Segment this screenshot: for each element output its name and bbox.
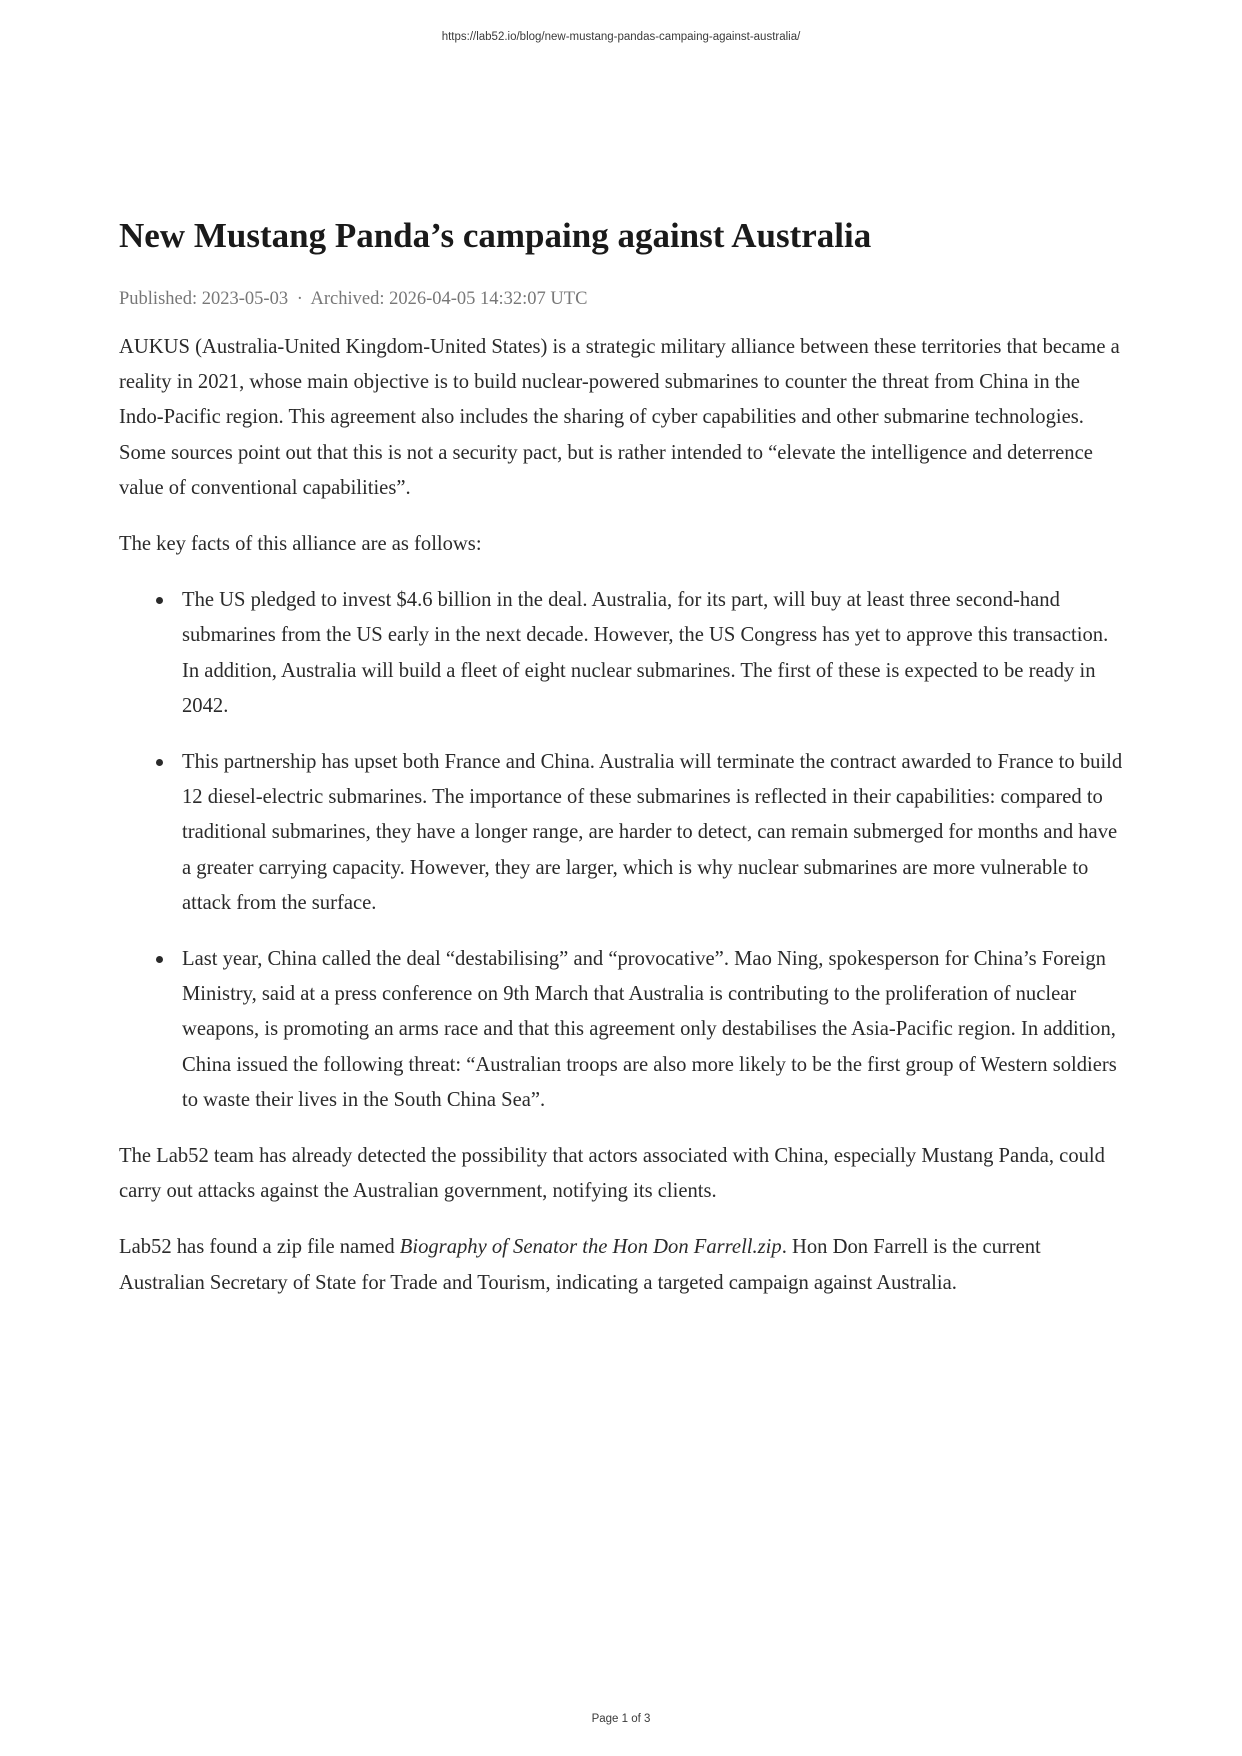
list-item: This partnership has upset both France and China. Australia will terminate the contract awarded to France to build 12 diesel-electric submarines. The importance of these submarines is reflected in their capabilities: compared to traditional submarines, they have a longer range, are harder to detect, can remain submerged for months and have a greater carrying capacity. However, they are larger, which is why nuclear submarines are more vulnerable to attack from the surface. <box>182 745 1129 921</box>
article-title: New Mustang Panda’s campaing against Australia <box>119 216 872 255</box>
archived-date: Archived: 2026-04-05 14:32:07 UTC <box>310 289 588 309</box>
page-url: https://lab52.io/blog/new-mustang-pandas-campaing-against-australia/ <box>441 31 801 43</box>
list-item: Last year, China called the deal “destabilising” and “provocative”. Mao Ning, spokesperson for China’s Foreign Ministry, said at a press conference on 9th March that Australia is contributing to the proliferation of nuclear weapons, is promoting an arms race and that this agreement only destabilises the Asia-Pacific region. In addition, China issued the following threat: “Australian troops are also more likely to be the first group of Western soldiers to waste their lives in the South China Sea”. <box>182 942 1129 1118</box>
zip-file-name: Biography of Senator the Hon Don Farrell.zip <box>399 1236 782 1259</box>
team-paragraph: The Lab52 team has already detected the possibility that actors associated with China, especially Mustang Panda, could carry out attacks against the Australian government, notifying its clients. <box>119 1145 1105 1203</box>
list-item: The US pledged to invest $4.6 billion in the deal. Australia, for its part, will buy at least three second-hand submarines from the US early in the next decade. However, the US Congress has yet to approve this transaction. In addition, Australia will build a fleet of eight nuclear submarines. The first of these is expected to be ready in 2042. <box>182 583 1129 724</box>
published-date: Published: 2023-05-03 <box>119 289 289 309</box>
key-facts-intro: The key facts of this alliance are as follows: <box>119 533 482 556</box>
zip-file-suffix: . Hon Don Farrell is the current Australian Secretary of State for Trade and Tourism, indicating a targeted campaign against Australia. <box>119 1236 1041 1294</box>
page-number: Page 1 of 3 <box>591 1713 651 1725</box>
zip-file-prefix: Lab52 has found a zip file named <box>119 1236 400 1259</box>
intro-paragraph: AUKUS (Australia-United Kingdom-United States) is a strategic military alliance between these territories that became a reality in 2021, whose main objective is to build nuclear-powered submarines to counter the threat from China in the Indo-Pacific region. This agreement also includes the sharing of cyber capabilities and other submarine technologies. Some sources point out that this is not a security pact, but is rather intended to “elevate the intelligence and deterrence value of conventional capabilities”. <box>119 336 1120 499</box>
article-meta <box>119 286 1129 312</box>
key-facts-list <box>119 583 1129 1118</box>
article <box>119 212 1129 1301</box>
meta-separator: · <box>296 289 303 309</box>
zip-file-paragraph <box>119 1230 1129 1300</box>
